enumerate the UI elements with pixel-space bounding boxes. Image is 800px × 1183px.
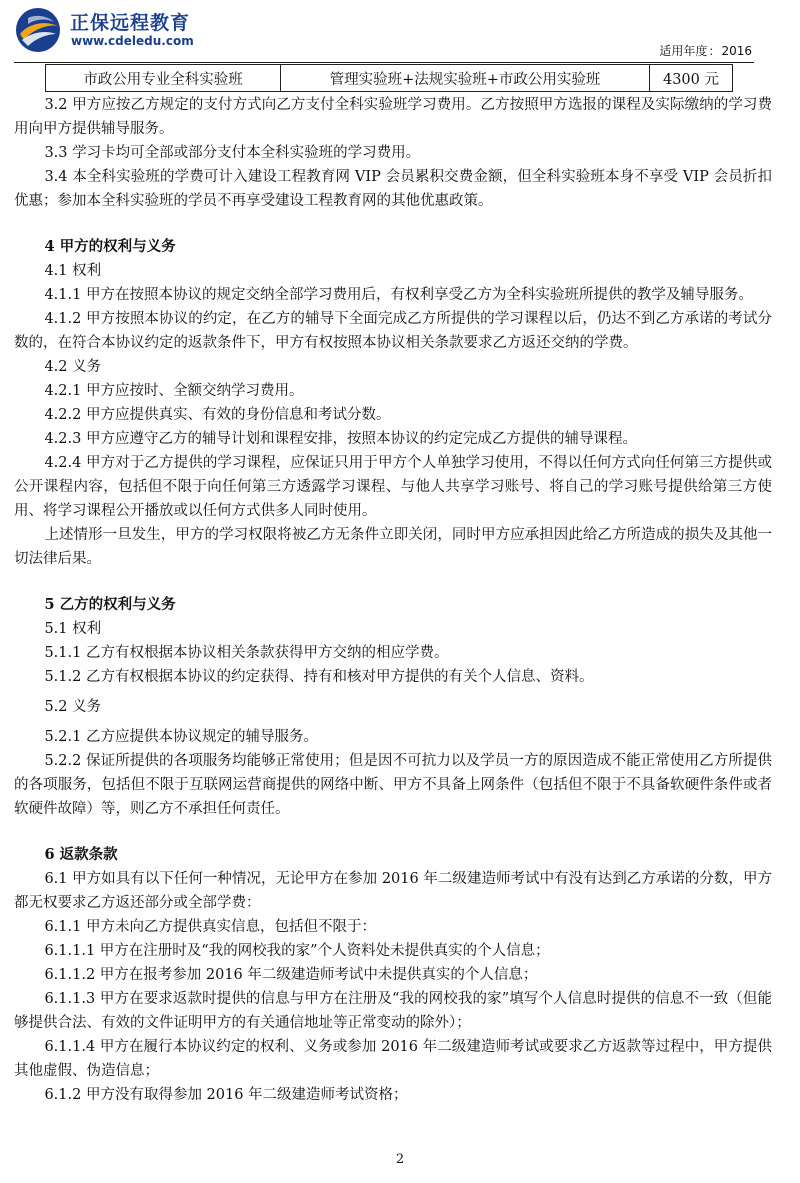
section-gap [14, 571, 772, 593]
header-rule [14, 62, 754, 63]
clause-paragraph: 5.1 权利 [44, 621, 102, 637]
clause-paragraph: 4.2.4 甲方对于乙方提供的学习课程，应保证只用于甲方个人单独学习使用，不得以任何方式向任何第三方提供或公开课程内容，包括但不限于向任何第三方透露学习课程、与他人共享学习账号、将自己的学习账号提供给第三方使用、将学习课程公开播放或以任何方式供多人同时使用。 [14, 455, 772, 519]
brand-url[interactable]: www.cdeledu.com [71, 34, 194, 48]
clause-paragraph: 4.2.3 甲方应遵守乙方的辅导计划和课程安排，按照本协议的约定完成乙方提供的辅导课程。 [44, 431, 637, 447]
table-cell-price: 4300 元 [650, 65, 733, 92]
table-row [46, 65, 733, 92]
section-heading: 5 乙方的权利与义务 [44, 596, 176, 613]
clause-paragraph: 5.1.1 乙方有权根据本协议相关条款获得甲方交纳的相应学费。 [44, 645, 449, 661]
agreement-body [14, 93, 772, 1107]
page-header [0, 0, 800, 64]
clause-paragraph: 5.2 义务 [44, 699, 102, 715]
globe-logo-icon [14, 6, 62, 54]
year-value: 2016 [721, 44, 752, 58]
clause-paragraph: 4.1.2 甲方按照本协议的约定，在乙方的辅导下全面完成乙方所提供的学习课程以后，仍达不到乙方承诺的考试分数的，在符合本协议约定的返款条件下，甲方有权按照本协议相关条款要求乙方返还交纳的学费。 [14, 311, 772, 351]
clause-paragraph: 4.1.1 甲方在按照本协议的规定交纳全部学习费用后，有权利享受乙方为全科实验班所提供的教学及辅导服务。 [44, 287, 753, 303]
table-cell-course: 市政公用专业全科实验班 [46, 65, 281, 92]
clause-paragraph: 6.1.1.1 甲方在注册时及“我的网校我的家”个人资料处未提供真实的个人信息； [44, 943, 550, 959]
clause-paragraph: 6.1.2 甲方没有取得参加 2016 年二级建造师考试资格； [44, 1087, 408, 1103]
applicable-year: 适用年度：2016 [659, 44, 752, 58]
section-heading: 6 返款条款 [44, 846, 118, 863]
section-heading: 4 甲方的权利与义务 [44, 238, 176, 255]
brand-name: 正保远程教育 [70, 12, 191, 34]
clause-paragraph: 4.1 权利 [44, 263, 102, 279]
clause-paragraph: 6.1 甲方如具有以下任何一种情况，无论甲方在参加 2016 年二级建造师考试中有没有达到乙方承诺的分数，甲方都无权要求乙方返还部分或全部学费： [14, 871, 772, 911]
clause-paragraph: 5.1.2 乙方有权根据本协议的约定获得、持有和核对甲方提供的有关个人信息、资料。 [44, 669, 594, 685]
clause-paragraph: 4.2.1 甲方应按时、全额交纳学习费用。 [44, 383, 304, 399]
clause-paragraph: 3.4 本全科实验班的学费可计入建设工程教育网 VIP 会员累积交费金额，但全科实验班本身不享受 VIP 会员折扣优惠；参加本全科实验班的学员不再享受建设工程教育网的其他优惠政策。 [14, 169, 772, 209]
clause-paragraph: 6.1.1 甲方未向乙方提供真实信息，包括但不限于： [44, 919, 376, 935]
section-gap [14, 213, 772, 235]
year-label: 适用年度 [659, 44, 708, 58]
clause-paragraph: 5.2.1 乙方应提供本协议规定的辅导服务。 [44, 729, 318, 745]
clause-paragraph: 5.2.2 保证所提供的各项服务均能够正常使用；但是因不可抗力以及学员一方的原因造成不能正常使用乙方所提供的各项服务，包括但不限于互联网运营商提供的网络中断、甲方不具备上网条件（包括但不限于不具备软硬件条件或者软硬件故障）等，则乙方不承担任何责任。 [14, 753, 772, 817]
clause-paragraph: 6.1.1.4 甲方在履行本协议约定的权利、义务或参加 2016 年二级建造师考试或要求乙方返款等过程中，甲方提供其他虚假、伪造信息； [14, 1039, 772, 1079]
clause-paragraph: 4.2 义务 [44, 359, 102, 375]
section-gap [14, 821, 772, 843]
clause-paragraph: 6.1.1.3 甲方在要求返款时提供的信息与甲方在注册及“我的网校我的家”填写个人信息时提供的信息不一致（但能够提供合法、有效的文件证明甲方的有关通信地址等正常变动的除外）； [14, 991, 772, 1031]
page-number: 2 [395, 1152, 405, 1167]
fee-table [45, 64, 733, 92]
clause-paragraph: 上述情形一旦发生，甲方的学习权限将被乙方无条件立即关闭，同时甲方应承担因此给乙方所造成的损失及其他一切法律后果。 [14, 527, 772, 567]
clause-paragraph: 3.2 甲方应按乙方规定的支付方式向乙方支付全科实验班学习费用。乙方按照甲方选报的课程及实际缴纳的学习费用向甲方提供辅导服务。 [14, 97, 772, 137]
clause-paragraph: 6.1.1.2 甲方在报考参加 2016 年二级建造师考试中未提供真实的个人信息； [44, 967, 538, 983]
clause-paragraph: 3.3 学习卡均可全部或部分支付本全科实验班的学习费用。 [44, 145, 421, 161]
table-cell-package: 管理实验班+法规实验班+市政公用实验班 [281, 65, 650, 92]
clause-paragraph: 4.2.2 甲方应提供真实、有效的身份信息和考试分数。 [44, 407, 391, 423]
